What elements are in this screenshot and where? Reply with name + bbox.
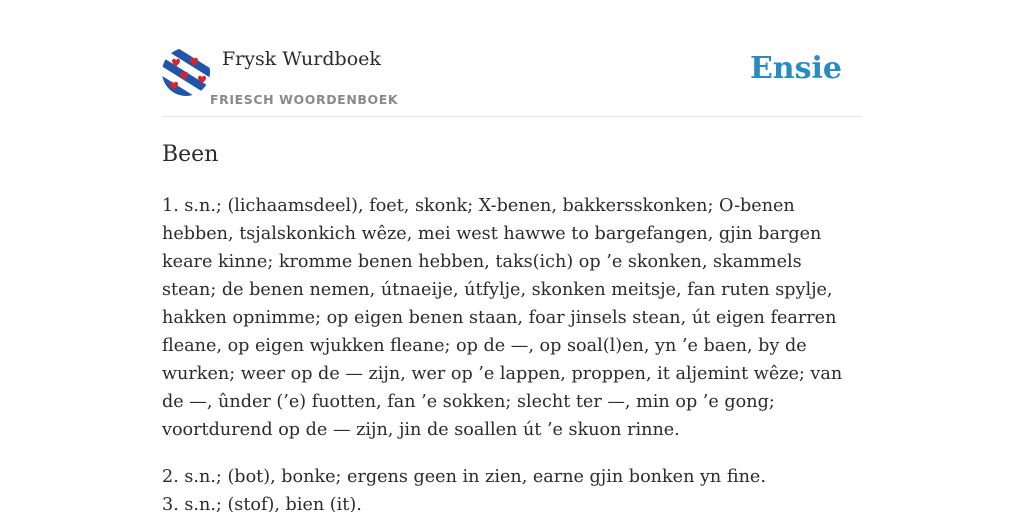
frisian-flag-icon[interactable]: [162, 48, 210, 96]
entry-definitions: [162, 192, 854, 512]
site-header: [162, 44, 862, 117]
definition-1: 1. s.n.; (lichaamsdeel), foet, skonk; X-benen, bakkersskonken; O-benen hebben, tsjalskonkich wêze, mei west hawwe to bargefangen, gjin bargen keare kinne; kromme benen hebben, taks(ich) op ’e skonken, skammels stean; de benen nemen, útnaeije, útfylje, skonken meitsje, fan ruten spylje, hakken opnimme; op eigen benen staan, foar jinsels stean, út eigen fearren fleane, op eigen wjukken fleane; op de —, op soal(l)en, yn ’e baen, by de wurken; weer op de — zijn, wer op ’e lappen, proppen, it aljemint wêze; van de —, ûnder (’e) fuotten, fan ’e sokken; slecht ter —, min op ’e gong; voortdurend op de — zijn, jin de soallen út ’e skuon rinne.: [162, 196, 843, 440]
site-subtitle: FRIESCH WOORDENBOEK: [210, 92, 399, 107]
ensie-brand-link[interactable]: Ensie: [749, 51, 842, 86]
entry-headword: Been: [162, 142, 219, 167]
site-title[interactable]: Frysk Wurdboek: [222, 48, 381, 70]
definition-3: 3. s.n.; (stof), bien (it).: [162, 495, 362, 512]
definition-2: 2. s.n.; (bot), bonke; ergens geen in zien, earne gjin bonken yn fine.: [162, 467, 766, 487]
